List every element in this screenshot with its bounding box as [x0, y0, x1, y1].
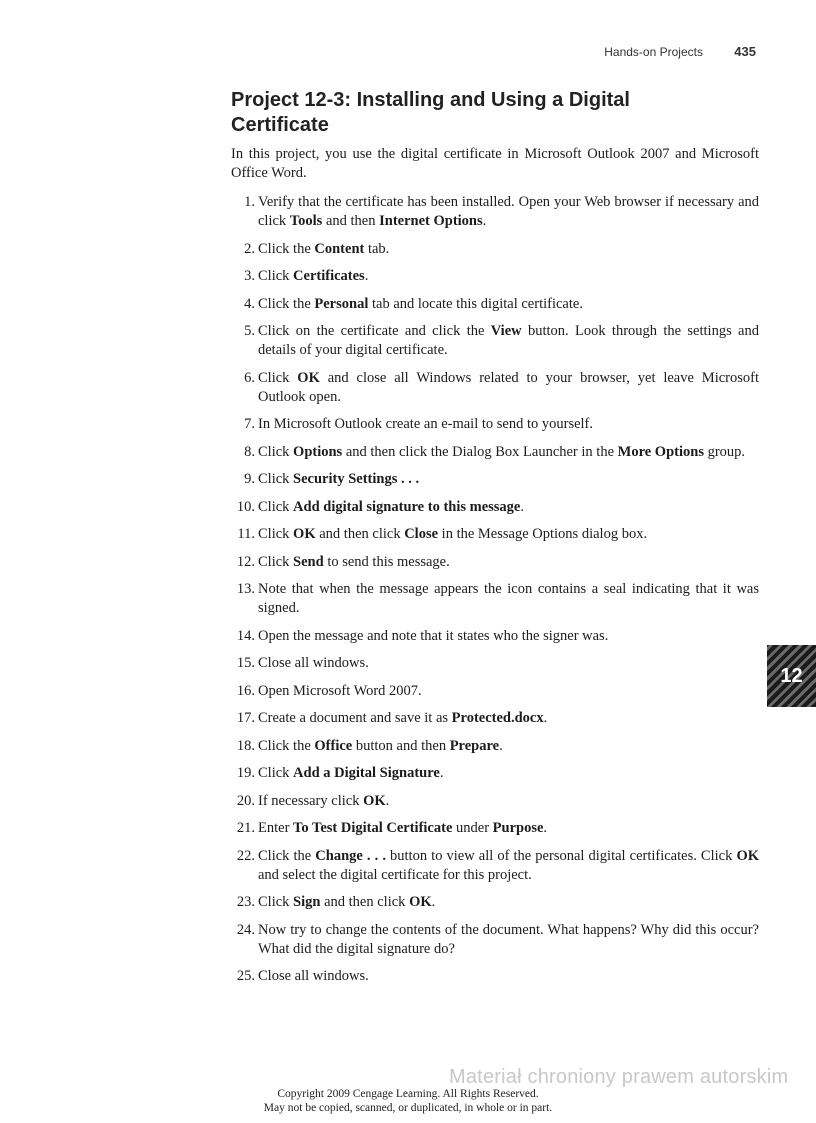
step-number: 15. — [236, 655, 255, 671]
step-text-run: tab. — [364, 240, 390, 257]
step-text-run: Click on the certificate and click the — [258, 323, 491, 339]
step-text — [258, 738, 503, 754]
step-number: 8. — [244, 443, 255, 460]
step-text-run: . — [364, 268, 369, 284]
step-ui-term: OK — [736, 847, 759, 864]
step-text-run: . — [439, 765, 444, 781]
step-item — [231, 967, 759, 986]
step-item — [231, 627, 759, 646]
step-number: 20. — [236, 792, 255, 809]
step-number: 5. — [244, 323, 255, 339]
step-text — [258, 241, 389, 257]
step-item — [231, 369, 759, 407]
step-text-run: Note that when the message appears the icon contains a seal indicating that it was signed. — [258, 581, 759, 616]
step-text-run: and then click — [315, 526, 405, 542]
steps-list — [231, 193, 759, 995]
step-text-run: to send this message. — [323, 553, 450, 570]
step-text-run: Open Microsoft Word 2007. — [258, 682, 422, 699]
step-ui-term: Add a Digital Signature — [293, 765, 440, 781]
step-number: 1. — [244, 194, 255, 210]
step-item — [231, 682, 759, 701]
step-number: 25. — [236, 968, 255, 984]
step-ui-term: Personal — [314, 295, 369, 312]
intro-paragraph: In this project, you use the digital certificate in Microsoft Outlook 2007 and Microsoft Office Word. — [231, 146, 759, 181]
step-text — [258, 628, 608, 644]
step-ui-term: Send — [293, 553, 324, 570]
step-ui-term: Tools — [289, 213, 323, 229]
step-item — [231, 193, 759, 231]
copyright-footer — [0, 1087, 816, 1115]
step-text-run: Click — [258, 369, 298, 386]
step-number: 17. — [236, 710, 255, 726]
step-item — [231, 267, 759, 286]
step-text-run: . — [482, 213, 487, 229]
step-text — [258, 820, 547, 836]
step-number: 16. — [236, 682, 255, 699]
step-item — [231, 764, 759, 783]
step-number: 24. — [236, 921, 255, 938]
step-text — [258, 370, 759, 405]
project-title: Project 12-3: Installing and Using a Digital Certificate — [231, 89, 630, 136]
step-number: 7. — [244, 416, 255, 432]
watermark: Materiał chroniony prawem autorskim — [449, 1066, 789, 1088]
step-text — [258, 793, 389, 809]
copyright-notice: May not be copied, scanned, or duplicated, in whole or in part. — [263, 1102, 553, 1114]
step-text-run: Open the message and note that it states who the signer was. — [258, 627, 609, 644]
step-text — [258, 499, 524, 515]
step-text — [258, 296, 583, 312]
step-number: 22. — [236, 847, 255, 864]
step-item — [231, 709, 759, 728]
step-number: 10. — [236, 498, 255, 515]
step-ui-term: More Options — [617, 443, 704, 460]
step-text — [258, 471, 419, 487]
step-ui-term: Office — [314, 737, 353, 754]
step-text-run: tab and locate this digital certificate. — [368, 295, 583, 312]
step-text — [258, 710, 547, 726]
step-number: 3. — [244, 268, 255, 284]
step-ui-term: Internet Options — [379, 213, 483, 229]
step-text-run: and then — [322, 213, 380, 229]
step-text — [258, 323, 759, 358]
step-text-run: Click — [258, 443, 294, 460]
step-text — [258, 968, 369, 984]
step-ui-term: Security Settings . . . — [293, 471, 420, 487]
step-number: 11. — [237, 526, 255, 542]
step-text-run: . — [499, 737, 503, 754]
step-item — [231, 498, 759, 517]
step-item — [231, 295, 759, 314]
step-text-run: Verify that the certificate has been installed. Open your Web browser if necessary and click — [258, 194, 759, 229]
step-text — [258, 683, 422, 699]
step-text-run: Now try to change the contents of the document. What happens? Why did this occur? What did the digital signature do? — [258, 921, 759, 957]
step-item — [231, 443, 759, 462]
step-text-run: Enter — [258, 820, 294, 836]
step-text — [258, 765, 443, 781]
step-item — [231, 470, 759, 489]
step-text-run: Click — [258, 553, 294, 570]
step-ui-term: Certificates — [293, 268, 365, 284]
step-text-run: . — [543, 820, 548, 836]
step-text — [258, 194, 759, 229]
step-text-run: in the Message Options dialog box. — [438, 526, 648, 542]
step-text — [258, 655, 369, 671]
step-number: 21. — [236, 820, 255, 836]
step-item — [231, 240, 759, 259]
step-number: 12. — [236, 553, 255, 570]
step-item — [231, 553, 759, 572]
step-item — [231, 654, 759, 673]
step-item — [231, 819, 759, 838]
step-text-run: Close all windows. — [258, 968, 369, 984]
step-text-run: Click the — [258, 737, 315, 754]
step-item — [231, 921, 759, 959]
step-number: 19. — [236, 765, 255, 781]
chapter-tab — [767, 645, 816, 707]
chapter-number: 12 — [780, 664, 803, 687]
step-number: 9. — [244, 471, 255, 487]
step-text-run: and then click the Dialog Box Launcher in the — [342, 443, 618, 460]
step-item — [231, 322, 759, 360]
step-text-run: Click — [258, 526, 294, 542]
step-item — [231, 737, 759, 756]
step-number: 2. — [244, 240, 255, 257]
step-ui-term: View — [490, 323, 522, 339]
step-ui-term: Options — [293, 443, 343, 460]
step-text-run: In Microsoft Outlook create an e-mail to send to yourself. — [258, 416, 594, 432]
step-text — [258, 848, 759, 883]
step-text-run: Click — [258, 471, 294, 487]
step-text — [258, 922, 759, 957]
step-number: 14. — [236, 627, 255, 644]
step-ui-term: To Test Digital Certificate — [293, 820, 453, 836]
step-ui-term: OK — [409, 894, 432, 910]
step-ui-term: OK — [297, 369, 320, 386]
step-text — [258, 526, 647, 542]
step-ui-term: Purpose — [492, 820, 544, 836]
section-name: Hands-on Projects — [604, 45, 703, 59]
step-ui-term: Content — [314, 240, 365, 257]
step-text-run: Create a document and save it as — [258, 710, 452, 726]
step-text-run: If necessary click — [258, 792, 364, 809]
step-number: 4. — [244, 295, 255, 312]
step-ui-term: Prepare — [449, 737, 500, 754]
step-number: 18. — [236, 737, 255, 754]
step-ui-term: Protected.docx — [451, 710, 544, 726]
step-text — [258, 416, 593, 432]
step-ui-term: Change . . . — [315, 847, 386, 864]
step-ui-term: OK — [293, 526, 316, 542]
step-ui-term: Sign — [293, 894, 321, 910]
step-text-run: under — [452, 820, 493, 836]
step-text-run: . — [385, 792, 390, 809]
step-text-run: Click the — [258, 847, 316, 864]
step-text — [258, 581, 759, 616]
step-item — [231, 847, 759, 885]
step-text-run: Click the — [258, 295, 315, 312]
step-text — [258, 894, 435, 910]
copyright-line: Copyright 2009 Cengage Learning. All Rights Reserved. — [277, 1088, 539, 1100]
step-text-run: Click — [258, 268, 294, 284]
step-text-run: and close all Windows related to your browser, yet leave Microsoft Outlook open. — [258, 369, 759, 405]
step-text-run: Click the — [258, 240, 315, 257]
step-text-run: button. Look through the settings and details of your digital certificate. — [258, 323, 759, 358]
step-text-run: . — [543, 710, 548, 726]
step-ui-term: Add digital signature to this message — [293, 498, 521, 515]
step-text — [258, 444, 745, 460]
step-text-run: button to view all of the personal digital certificates. Click — [385, 847, 737, 864]
step-text-run: . — [431, 894, 436, 910]
step-ui-term: Close — [404, 526, 439, 542]
step-text — [258, 554, 450, 570]
step-text-run: button and then — [352, 737, 450, 754]
step-text — [258, 268, 368, 284]
step-number: 23. — [236, 894, 255, 910]
running-header — [604, 44, 756, 59]
step-item — [231, 893, 759, 912]
step-item — [231, 580, 759, 618]
step-text-run: and select the digital certificate for this project. — [258, 866, 532, 883]
step-item — [231, 415, 759, 434]
step-item — [231, 792, 759, 811]
step-text-run: Close all windows. — [258, 655, 369, 671]
step-item — [231, 525, 759, 544]
step-text-run: Click — [258, 894, 294, 910]
step-text-run: and then click — [320, 894, 410, 910]
step-number: 6. — [244, 369, 255, 386]
page-number: 435 — [734, 44, 756, 59]
step-text-run: Click — [258, 765, 294, 781]
step-text-run: Click — [258, 498, 294, 515]
step-text-run: . — [520, 498, 524, 515]
step-number: 13. — [236, 581, 255, 597]
step-ui-term: OK — [363, 792, 386, 809]
step-text-run: group. — [703, 443, 746, 460]
